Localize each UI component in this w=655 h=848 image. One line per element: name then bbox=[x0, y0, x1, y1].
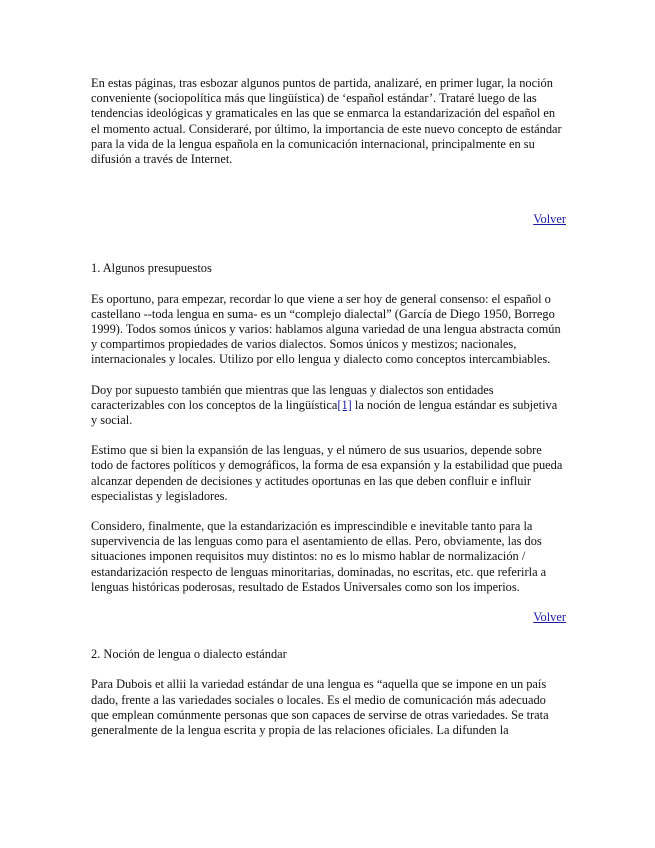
section-1-paragraph-2-end: la noción de lengua estándar es subjetiva y social. bbox=[91, 397, 558, 428]
volver-link-1[interactable]: Volver bbox=[533, 212, 566, 227]
section-1-heading: 1. Algunos presupuestos bbox=[91, 261, 212, 276]
document-body bbox=[91, 76, 566, 738]
section-2-heading: 2. Noción de lengua o dialecto estándar bbox=[91, 647, 287, 662]
intro-paragraph: En estas páginas, tras esbozar algunos puntos de partida, analizaré, en primer lugar, la noción conveniente (sociopolítica más que lingüística) de ‘español estándar’. Trataré luego de las tendencias ideológicas y gramaticales en las que se enmarca la estandarización del español en el momento actual. Consideraré, por último, la importancia de este nuevo concepto de estándar para la vida de la lengua española en la comunicación internacional, principalmente en su difusión a través de Internet. bbox=[91, 76, 562, 167]
footnote-1-link[interactable]: [1] bbox=[337, 397, 352, 412]
section-1-paragraph-2 bbox=[91, 383, 566, 429]
back-row-2 bbox=[91, 610, 566, 625]
section-1-paragraph-1: Es oportuno, para empezar, recordar lo que viene a ser hoy de general consenso: el español o castellano --toda lengua en suma- es un “complejo dialectal” (García de Diego 1950, Borrego 1999). Todos somos únicos y varios: hablamos alguna variedad de una lengua abstracta común y compartimos propiedades de varios dialectos. Somos únicos y mestizos; nacionales, internacionales y locales. Utilizo por ello lengua y dialecto como conceptos intercambiables. bbox=[91, 291, 561, 367]
section-1-paragraph-3: Estimo que si bien la expansión de las lenguas, y el número de sus usuarios, depende sobre todo de factores políticos y demográficos, la forma de esa expansión y la estabilidad que pueda alcanzar dependen de decisiones y actitudes oportunas en las que deben confluir e influir especialistas y legisladores. bbox=[91, 443, 563, 503]
section-1-paragraph-4: Considero, finalmente, que la estandarización es imprescindible e inevitable tanto para la supervivencia de las lenguas como para el asentamiento de ellas. Pero, obviamente, las dos situaciones imponen requisitos muy distintos: no es lo mismo hablar de normalización / estandarización respecto de lenguas minoritarias, dominadas, no escritas, etc. que referirla a lenguas históricas poderosas, resultado de Estados Universales como son los imperios. bbox=[91, 519, 547, 594]
section-2-paragraph-1: Para Dubois et allii la variedad estándar de una lengua es “aquella que se impone en un país dado, frente a las variedades sociales o locales. Es el medio de comunicación más adecuado que emplean comúnmente personas que son capaces de servirse de otras variedades. Se trata generalmente de la lengua escrita y propia de las relaciones oficiales. La difunden la bbox=[91, 677, 549, 738]
volver-link-2[interactable]: Volver bbox=[533, 610, 566, 625]
section-1-paragraph-2-start: Doy por supuesto también que mientras que las lenguas y dialectos son entidades caracterizables con los conceptos de la lingüística bbox=[91, 382, 494, 412]
back-row-1 bbox=[91, 212, 566, 227]
